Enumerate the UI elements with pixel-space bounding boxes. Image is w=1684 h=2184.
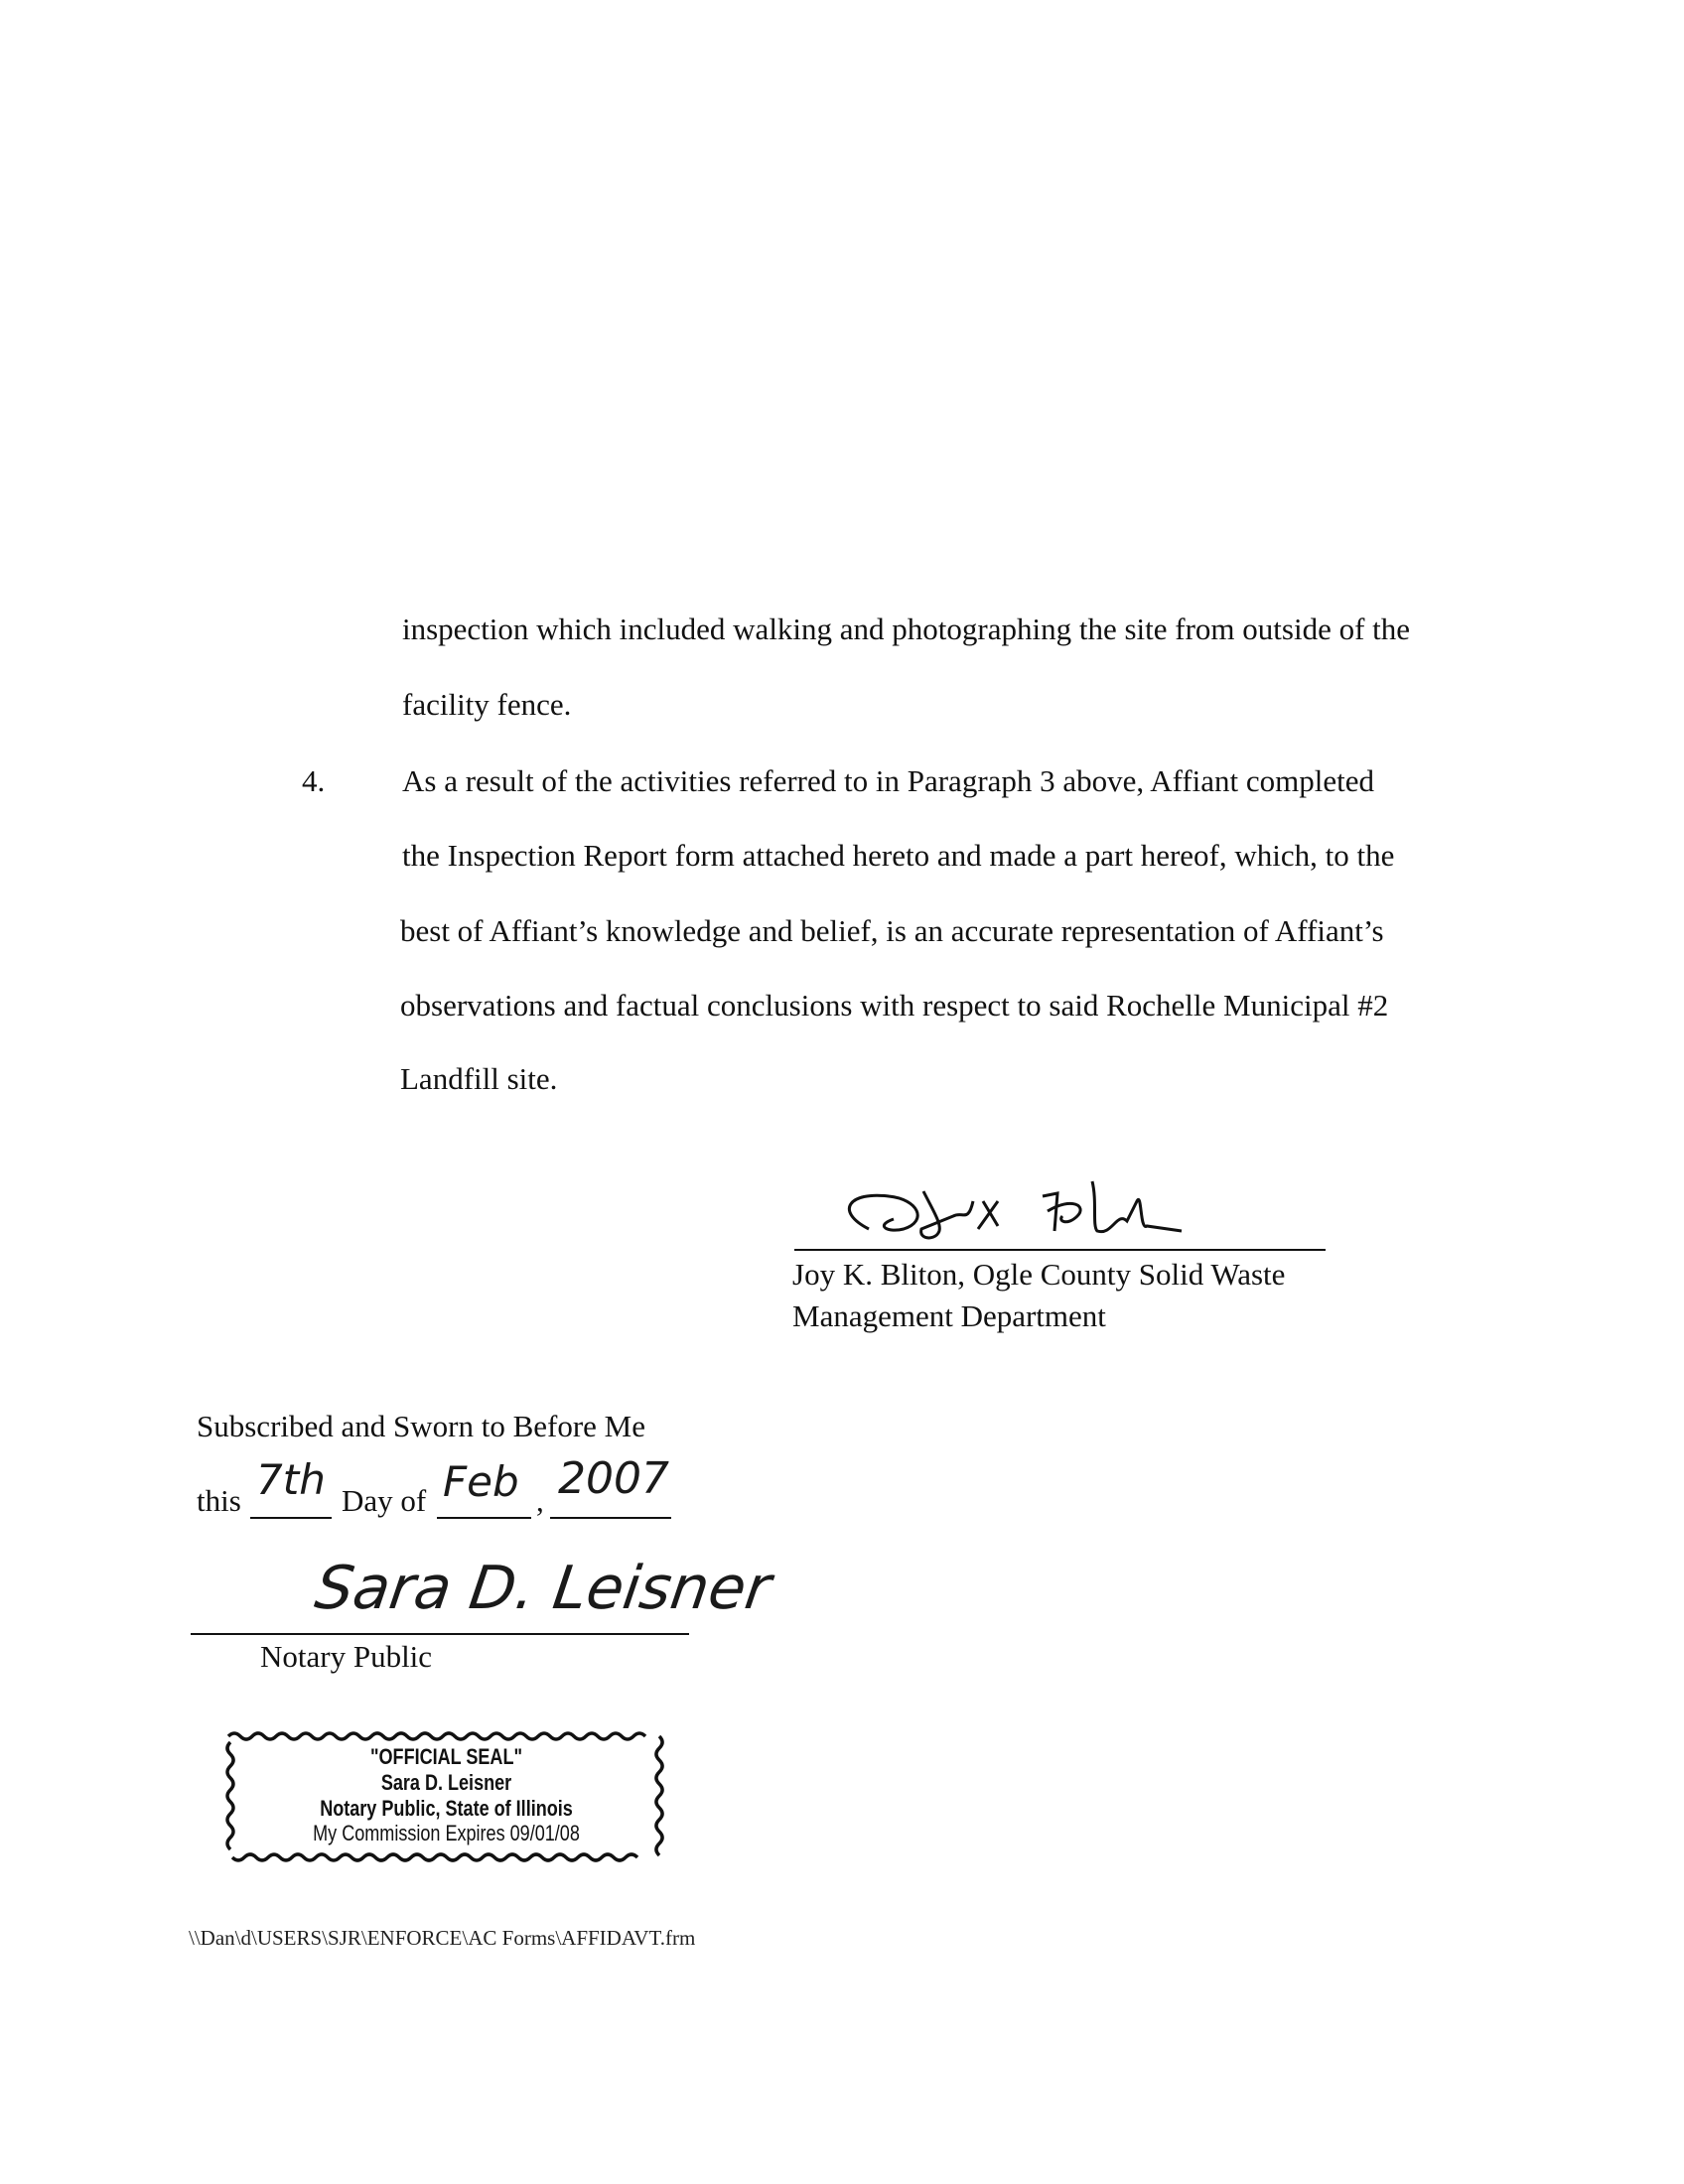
paragraph-4-line-5: Landfill site. [400,1061,558,1096]
day-blank-line [250,1517,332,1519]
notary-signature: Sara D. Leisner [311,1554,775,1623]
paragraph-4-line-4: observations and factual conclusions with respect to said Rochelle Municipal #2 [400,988,1389,1023]
month-blank-line [437,1517,531,1519]
notary-public-label: Notary Public [260,1639,433,1674]
year-blank-line [550,1517,671,1519]
seal-line-3: Notary Public, State of Illinois [320,1796,573,1821]
jurat-heading: Subscribed and Sworn to Before Me [197,1409,645,1443]
affiant-name-line-2: Management Department [792,1298,1106,1333]
official-seal-stamp [220,1722,672,1869]
jurat-this-label: this [197,1483,241,1518]
jurat-year-value: 2007 [558,1453,669,1504]
seal-line-2: Sara D. Leisner [380,1770,512,1795]
jurat-comma: , [536,1483,544,1518]
notary-signature-line [191,1633,689,1635]
paragraph-4-line-1: As a result of the activities referred to in Paragraph 3 above, Affiant completed [402,763,1375,798]
jurat-month-value: Feb [443,1457,519,1506]
affiant-name-line-1: Joy K. Bliton, Ogle County Solid Waste [792,1257,1286,1292]
jurat-day-of-label: Day of [342,1483,427,1518]
signature-scribble-icon [794,1171,1311,1251]
paragraph-4-number: 4. [302,763,326,798]
paragraph-3-line-2: facility fence. [402,687,572,722]
affiant-signature [794,1171,1311,1251]
seal-line-4: My Commission Expires 09/01/08 [313,1821,580,1845]
seal-line-1: "OFFICIAL SEAL" [369,1744,523,1769]
footer-file-path: \\Dan\d\USERS\SJR\ENFORCE\AC Forms\AFFIDAVT.frm [189,1926,696,1950]
affiant-signature-line [794,1249,1326,1251]
paragraph-4-line-2: the Inspection Report form attached hereto and made a part hereof, which, to the [402,838,1395,873]
paragraph-4-line-3: best of Affiant’s knowledge and belief, is an accurate representation of Affiant’s [400,913,1384,948]
paragraph-3-line-1: inspection which included walking and photographing the site from outside of the [402,612,1411,646]
jurat-day-value: 7th [256,1455,326,1504]
